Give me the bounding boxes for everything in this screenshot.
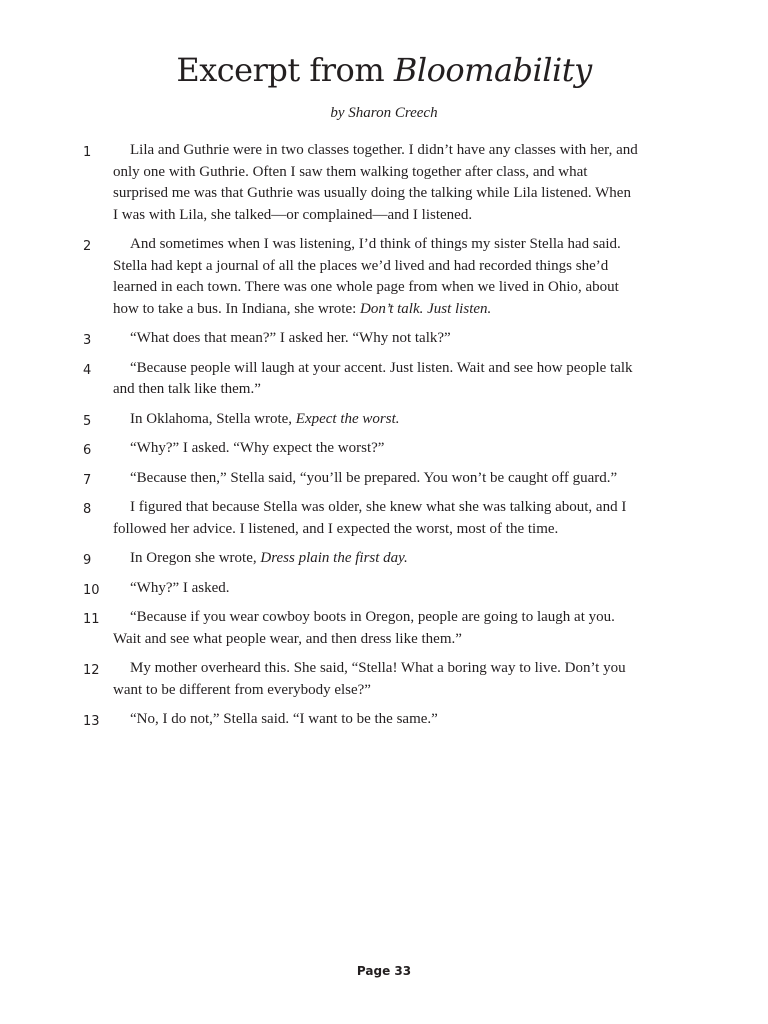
paragraph <box>0 548 638 570</box>
page-number: Page 33 <box>356 964 412 978</box>
paragraph-number: 2 <box>83 239 92 254</box>
paragraph <box>0 234 638 320</box>
paragraph-number: 5 <box>83 413 92 429</box>
paragraph-text <box>113 358 638 401</box>
paragraph-text <box>113 328 638 350</box>
paragraph-text <box>113 548 638 570</box>
passage <box>0 140 768 739</box>
paragraph-text <box>113 409 638 431</box>
paragraph-number: 8 <box>83 502 92 517</box>
paragraph <box>0 358 638 401</box>
paragraph <box>0 140 638 226</box>
paragraph <box>0 328 638 350</box>
paragraph <box>0 438 638 460</box>
italic-text: Dress plain the first day. <box>260 550 408 566</box>
text-segment: “What does that mean?” I asked her. “Why not talk?” <box>130 330 451 346</box>
text-segment: Lila and Guthrie were in two classes together. I didn’t have any classes with her, and only one with Guthrie. Often I saw them walking together after class, and what surprised me was that Guthrie was usually doing the talking while Lila listened. When I was with Lila, she talked—or complained—and I listened. <box>113 142 638 223</box>
paragraph-number: 11 <box>83 612 100 627</box>
title-prefix: Excerpt from <box>176 51 394 89</box>
paragraph-text <box>113 234 638 320</box>
byline: by Sharon Creech <box>330 105 438 121</box>
paragraph-text <box>113 709 638 731</box>
paragraph-text <box>113 468 638 490</box>
paragraph <box>0 709 638 731</box>
page-title <box>0 48 768 92</box>
paragraph-text <box>113 578 638 600</box>
paragraph <box>0 607 638 650</box>
paragraph <box>0 658 638 701</box>
text-segment: In Oregon she wrote, <box>130 550 261 566</box>
italic-text: Don’t talk. Just listen. <box>360 300 492 317</box>
paragraph <box>0 497 638 540</box>
paragraph-number: 1 <box>83 145 92 160</box>
text-segment: I figured that because Stella was older, she knew what she was talking about, and I followed her advice. I listened, and I expected the worst, most of the time. <box>113 499 627 537</box>
text-segment: “Because people will laugh at your accent. Just listen. Wait and see how people talk and then talk like them.” <box>113 359 633 397</box>
paragraph-number: 13 <box>83 714 100 729</box>
paragraph-text <box>113 438 638 460</box>
paragraph-number: 4 <box>83 362 92 378</box>
paragraph <box>0 468 638 490</box>
paragraph-number: 7 <box>83 472 92 488</box>
paragraph-text <box>113 607 638 650</box>
paragraph-text <box>113 140 638 226</box>
paragraph-text <box>113 497 638 540</box>
paragraph <box>0 409 638 431</box>
paragraph-number: 3 <box>83 333 92 348</box>
text-segment: “Because then,” Stella said, “you’ll be prepared. You won’t be caught off guard.” <box>130 469 618 486</box>
text-segment: And sometimes when I was listening, I’d think of things my sister Stella had said. Stella had kept a journal of all the places we’d lived and had recorded things she’d learned in each town. There was one whole page from when we lived in Ohio, about how to take a bus. In Indiana, she wrote: <box>113 236 621 317</box>
title-book-name: Bloomability <box>393 51 592 89</box>
text-segment: In Oklahoma, Stella wrote, <box>130 410 296 427</box>
text-segment: My mother overheard this. She said, “Stella! What a boring way to live. Don’t you want to be different from everybody else?” <box>113 660 626 698</box>
italic-text: Expect the worst. <box>295 410 400 427</box>
paragraph-number: 10 <box>83 582 100 598</box>
paragraph-number: 12 <box>83 663 100 678</box>
paragraph <box>0 578 638 600</box>
paragraph-number: 9 <box>83 553 92 568</box>
paragraph-number: 6 <box>83 443 92 458</box>
text-segment: “No, I do not,” Stella said. “I want to be the same.” <box>130 711 438 727</box>
paragraph-text <box>113 658 638 701</box>
text-segment: “Because if you wear cowboy boots in Oregon, people are going to laugh at you. Wait and see what people wear, and then dress like them.” <box>113 609 615 647</box>
text-segment: “Why?” I asked. “Why expect the worst?” <box>130 440 385 456</box>
text-segment: “Why?” I asked. <box>130 579 230 596</box>
